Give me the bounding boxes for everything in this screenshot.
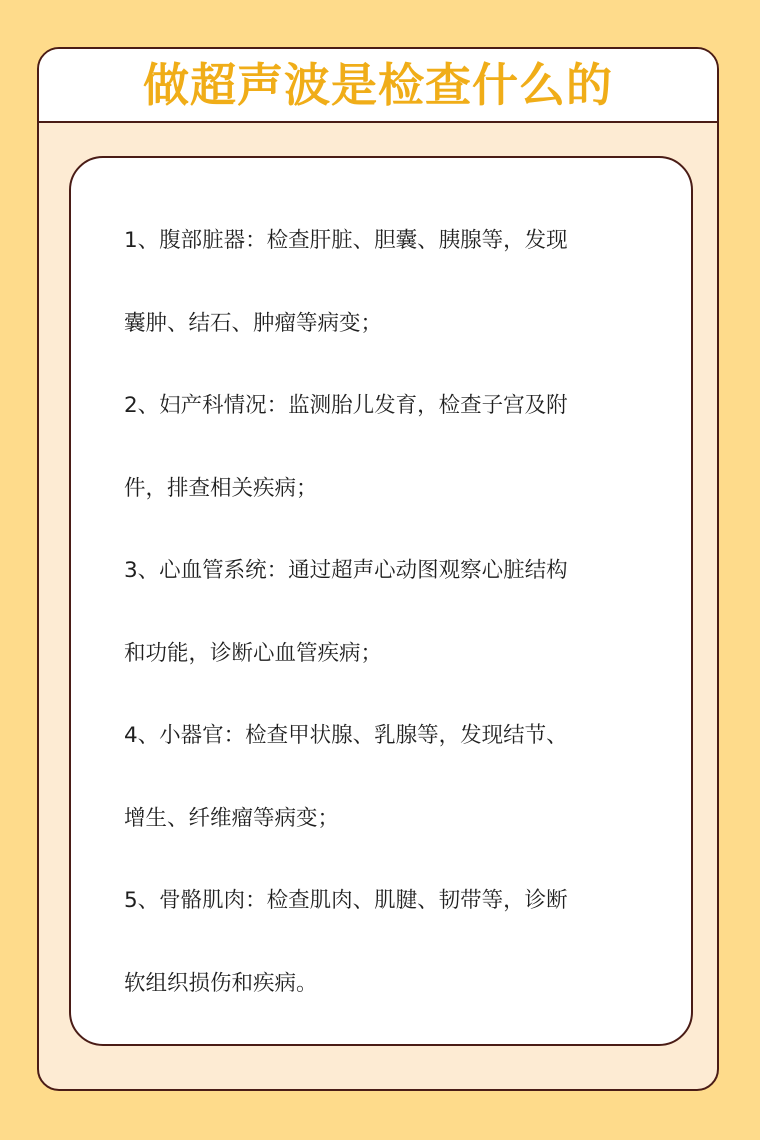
item-2-line-1: 2、妇产科情况：监测胎儿发育，检查子宫及附 — [124, 393, 568, 418]
item-5-line-2: 软组织损伤和疾病。 — [124, 970, 318, 996]
item-1-line-2: 囊肿、结石、肿瘤等病变； — [124, 310, 383, 336]
page-title: 做超声波是检查什么的 — [143, 58, 613, 112]
item-3-line-2: 和功能，诊断心血管疾病； — [124, 640, 383, 666]
item-4-line-1: 4、小器官：检查甲状腺、乳腺等，发现结节、 — [124, 723, 568, 748]
item-3-line-1: 3、心血管系统：通过超声心动图观察心脏结构 — [124, 558, 568, 583]
item-2-line-2: 件，排查相关疾病； — [124, 475, 318, 501]
item-4-line-2: 增生、纤维瘤等病变； — [124, 805, 340, 831]
item-1-line-1: 1、腹部脏器：检查肝脏、胆囊、胰腺等，发现 — [124, 228, 568, 253]
outer-card — [37, 47, 719, 1091]
item-5-line-1: 5、骨骼肌肉：检查肌肉、肌腱、韧带等，诊断 — [124, 888, 568, 913]
content-text — [124, 220, 644, 1004]
title-band — [39, 49, 717, 123]
content-card — [69, 156, 693, 1046]
